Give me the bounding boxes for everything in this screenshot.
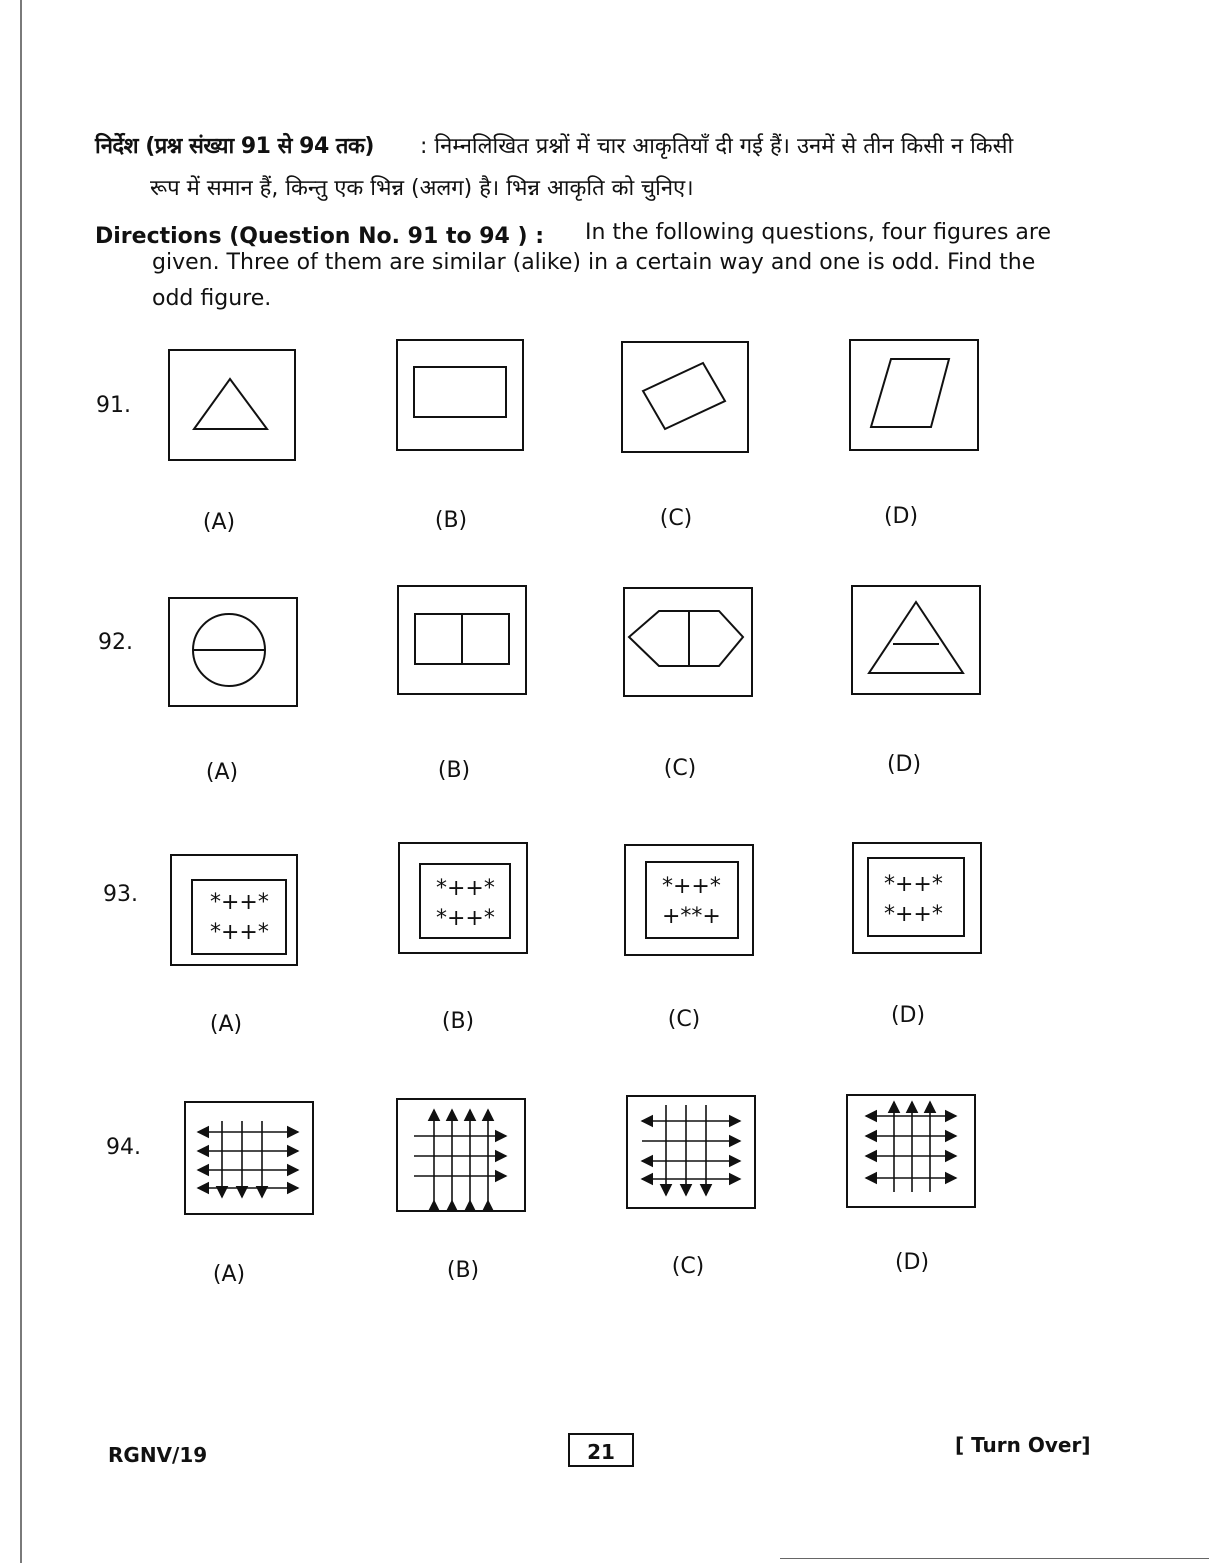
q94-option-b: (B)	[446, 1258, 480, 1283]
q92-option-c: (C)	[663, 756, 697, 781]
q94-option-a: (A)	[212, 1262, 246, 1287]
left-margin-edge	[20, 0, 22, 1563]
q92-figure-b	[397, 585, 527, 695]
q93-d-row2: *++*	[884, 902, 943, 927]
q91-option-a: (A)	[202, 510, 236, 535]
q94-figure-c	[626, 1095, 756, 1209]
q93-c-row2: +**+	[662, 904, 721, 929]
q91-option-b: (B)	[434, 508, 468, 533]
question-number-94: 94.	[106, 1135, 141, 1160]
bottom-edge-line	[780, 1558, 1209, 1559]
q91-figure-a	[168, 349, 296, 461]
q91-option-c: (C)	[659, 506, 693, 531]
directions-hindi-label: निर्देश (प्रश्न संख्या 91 से 94 तक)	[95, 134, 374, 159]
q93-option-b: (B)	[441, 1009, 475, 1034]
directions-hindi-line2: रूप में समान हैं, किन्तु एक भिन्न (अलग) है। भिन्न आकृति को चुनिए।	[150, 176, 694, 201]
q92-figure-a	[168, 597, 298, 707]
q93-figure-a	[170, 854, 298, 966]
q92-option-a: (A)	[205, 760, 239, 785]
q94-figure-b	[396, 1098, 526, 1212]
q94-option-c: (C)	[671, 1254, 705, 1279]
q92-option-d: (D)	[886, 752, 922, 777]
directions-hindi-line1: : निम्नलिखित प्रश्नों में चार आकृतियाँ दी गई हैं। उनमें से तीन किसी न किसी	[420, 134, 1014, 159]
q91-figure-d	[849, 339, 979, 451]
directions-english-line3: odd figure.	[152, 286, 272, 311]
directions-english-label: Directions (Question No. 91 to 94 ) :	[95, 224, 545, 249]
q93-d-row1: *++*	[884, 872, 943, 897]
q93-b-row1: *++*	[436, 876, 495, 901]
question-number-92: 92.	[98, 630, 133, 655]
q92-option-b: (B)	[437, 758, 471, 783]
turn-over-label: [ Turn Over]	[955, 1433, 1091, 1457]
q93-option-c: (C)	[667, 1007, 701, 1032]
q93-figure-c	[624, 844, 754, 956]
directions-english-line2: given. Three of them are similar (alike) in a certain way and one is odd. Find the	[152, 250, 1036, 275]
question-number-91: 91.	[96, 393, 131, 418]
q93-a-row2: *++*	[210, 920, 269, 945]
q92-figure-c	[623, 587, 753, 697]
q94-option-d: (D)	[894, 1250, 930, 1275]
q93-c-row1: *++*	[662, 874, 721, 899]
q93-option-a: (A)	[209, 1012, 243, 1037]
question-number-93: 93.	[103, 882, 138, 907]
q91-figure-c	[621, 341, 749, 453]
q93-figure-b	[398, 842, 528, 954]
q93-a-row1: *++*	[210, 890, 269, 915]
directions-english-line1: In the following questions, four figures are	[585, 220, 1051, 245]
q92-figure-d	[851, 585, 981, 695]
q93-figure-d	[852, 842, 982, 954]
q93-b-row2: *++*	[436, 906, 495, 931]
page-number: 21	[568, 1433, 634, 1467]
q94-figure-a	[184, 1101, 314, 1215]
q93-option-d: (D)	[890, 1003, 926, 1028]
q91-option-d: (D)	[883, 504, 919, 529]
paper-code: RGNV/19	[108, 1443, 208, 1467]
q91-figure-b	[396, 339, 524, 451]
q94-figure-d	[846, 1094, 976, 1208]
